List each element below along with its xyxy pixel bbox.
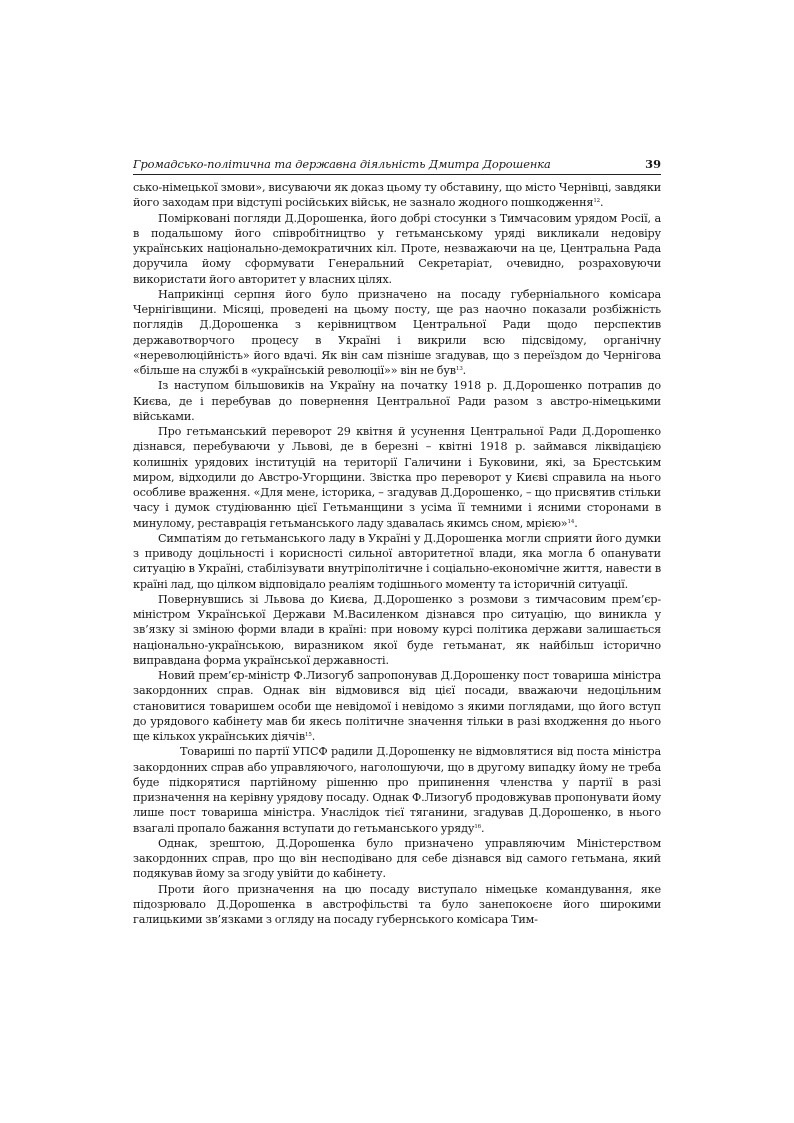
paragraph-text: Наприкінці серпня його було призначено на посаду губерніального комісара Чернігівщини. Місяці, проведені на цьому посту, ще раз наочно показали розбіжність поглядів Д.Дорошенка з керівництвом Центральної Ради щодо перспектив державотворчого процесу в Україні і викрили всю підсвідому, органічну «нереволюційність» його вдачі. Як він сам пізніше згадував, що з переїздом до Чернігова «більше на службі в «українській революції»» він не був: [133, 287, 661, 377]
paragraph: [133, 592, 661, 668]
paragraph-text: Помірковані погляди Д.Дорошенка, його добрі стосунки з Тимчасовим урядом Росії, а в подальшому його співробітництво у гетьманському уряді викликали недовіру українських національно-демократичних кіл. Проте, незважаючи на це, Центральна Рада доручила йому сформувати Генеральний Секретаріат, очевидно, розраховуючи використати його авторитет у власних цілях.: [133, 211, 661, 286]
paragraph: [133, 211, 661, 287]
paragraph: [133, 287, 661, 379]
paragraph-tail: .: [600, 196, 604, 210]
footnote-ref: 14: [567, 518, 575, 525]
paragraph-tail: .: [481, 821, 485, 835]
paragraph-text: Однак, зрештою, Д.Дорошенка було призначено управляючим Міністерством закордонних справ, про що він несподівано для себе дізнався від самого гетьмана, який подякував йому за згоду увійти до кабінету.: [133, 836, 661, 881]
paragraph-text: Повернувшись зі Львова до Києва, Д.Дорошенко з розмови з тимчасовим прем’єр-міністром Української Держави М.Василенком дізнався про ситуацію, що виникла у зв’язку зі зміною форми влади в країні: при новому курсі політика держави залишається національно-українською, виразником якої буде гетьманат, як найбільш історично виправдана форма української державності.: [133, 592, 661, 667]
paragraph-text: Новий прем’єр-міністр Ф.Лизогуб запропонував Д.Дорошенку пост товариша міністра закордонних справ. Однак він відмовився від цієї посади, вважаючи недоцільним становитися товаришем особи ще невідомої і невідомо з якими поглядами, що його вступ до урядового кабінету мав би якесь політичне значення тільки в разі входження до нього ще кількох українських діячів: [133, 669, 661, 743]
document-page: [133, 154, 661, 927]
paragraph-tail: .: [574, 516, 578, 530]
paragraph-text: сько-німецької змови», висуваючи як доказ цьому ту обставину, що місто Чернівці, завдяки його заходам при відступі російських військ, не зазнало жодного пошкодження: [133, 181, 661, 210]
paragraph: [133, 668, 661, 744]
page-number: 39: [645, 157, 661, 171]
paragraph-text: Товариші по партії УПСФ радили Д.Дорошенку не відмовлятися від поста міністра закордонних справ або управляючого, наголошуючи, що в другому випадку йому не треба буде підкорятися партійному рішенню про припинення членства у партії в разі призначення на керівну урядову посаду. Однак Ф.Лизогуб продовжував пропонувати йому лише пост товариша міністра. Унаслідок тієї тяганини, згадував Д.Дорошенко, в нього взагалі пропало бажання вступати до гетьманського уряду: [133, 745, 661, 835]
body-text: [133, 180, 661, 927]
paragraph-tail: .: [311, 730, 316, 743]
running-header: [133, 154, 661, 175]
footnote-ref: 16: [474, 823, 482, 830]
paragraph-text: Проти його призначення на цю посаду виступало німецьке командування, яке підозрювало Д.Дорошенка в австрофільстві та було занепокоєне його широкими галицькими зв’язками з огляду на посаду губернського комісара Тим-: [133, 882, 661, 926]
footnote-ref: 13: [455, 366, 463, 372]
paragraph: [133, 424, 661, 531]
running-title: Громадсько-політична та державна діяльність Дмитра Дорошенка: [133, 157, 551, 171]
footnote-ref: 15: [305, 732, 312, 738]
paragraph-text: Про гетьманський переворот 29 квітня й усунення Центральної Ради Д.Дорошенко дізнався, перебуваючи у Львові, де в березні – квітні 1918 р. займався ліквідацією колишніх урядових інституцій на території Галичини і Буковини, які, за Брестським миром, відходили до Австро-Угорщини. Звістка про переворот у Києві справила на нього особливе враження. «Для мене, історика, – згадував Д.Дорошенко, – що присвятив стільки часу і думок студіюванню цієї Гетьманщини з усіма її темними і ясними сторонами в минулому, реставрація гетьманського ладу здавалась якимсь сном, мрією»: [133, 425, 661, 530]
paragraph: [133, 180, 661, 211]
paragraph: [133, 882, 661, 928]
paragraph: [133, 744, 661, 836]
paragraph-tail: .: [462, 364, 467, 377]
paragraph: [133, 836, 661, 882]
paragraph-text: Симпатіям до гетьманського ладу в Україні у Д.Дорошенка могли сприяти його думки з приводу доцільності і корисності сильної авторитетної влади, яка могла б опанувати ситуацію в Україні, стабілізувати внутріполітичне і соціально-економічне життя, навести в країні лад, що цілком відповідало реаліям тодішнього моменту та історичній ситуації.: [133, 531, 661, 591]
paragraph-text: Із наступом більшовиків на Україну на початку 1918 р. Д.Дорошенко потрапив до Києва, де і перебував до повернення Центральної Ради разом з австро-німецькими військами.: [133, 379, 661, 423]
paragraph: [133, 378, 661, 424]
footnote-ref: 12: [593, 198, 601, 205]
paragraph: [133, 531, 661, 592]
